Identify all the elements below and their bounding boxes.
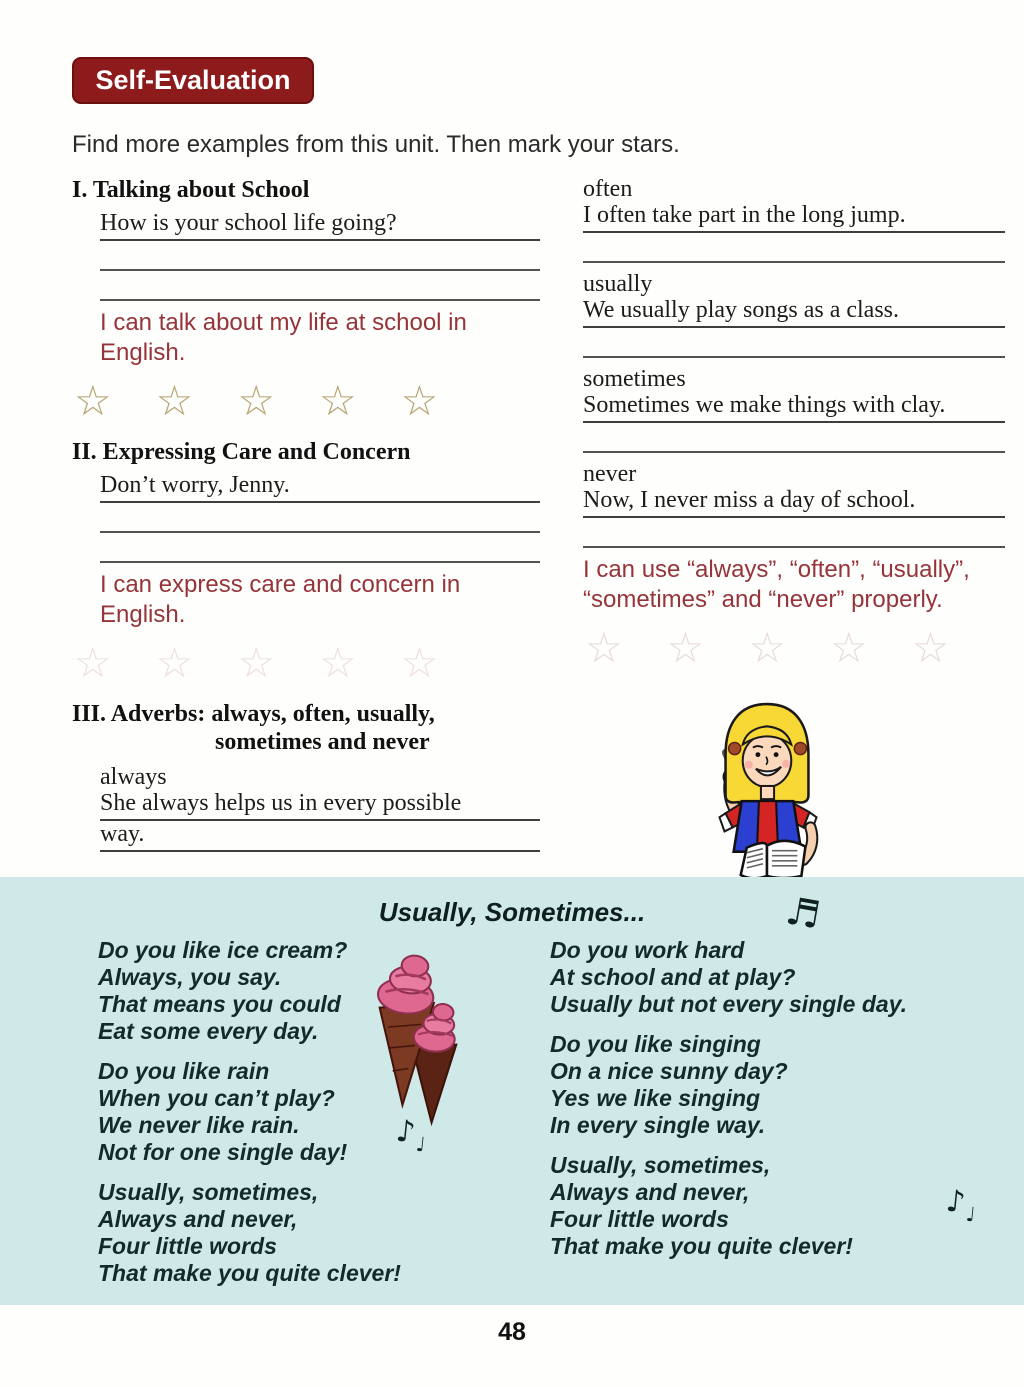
- song-stanza: [550, 1031, 940, 1139]
- star-icon[interactable]: ☆: [829, 623, 868, 672]
- adverb-label: never: [583, 461, 637, 487]
- write-line[interactable]: [100, 271, 540, 301]
- star-icon[interactable]: ☆: [318, 638, 357, 687]
- instruction-text: Find more examples from this unit. Then mark your stars.: [72, 131, 680, 158]
- music-note-icon: ♬: [782, 888, 824, 938]
- write-line[interactable]: [583, 328, 1005, 358]
- adverb-label: usually: [583, 271, 653, 297]
- stanza-line: Do you like ice cream?: [98, 937, 348, 963]
- stanza-line: When you can’t play?: [98, 1085, 335, 1111]
- stanza-line: That means you could: [98, 991, 341, 1017]
- song-stanza: [550, 1152, 940, 1260]
- can-do-statement: I can express care and concern in English.: [100, 571, 461, 628]
- student-illustration: [694, 698, 840, 885]
- write-line[interactable]: [100, 533, 540, 563]
- write-line[interactable]: [583, 233, 1005, 263]
- stanza-line: Not for one single day!: [98, 1139, 348, 1165]
- stanza-line: That make you quite clever!: [98, 1260, 401, 1286]
- example-sentence: way.: [100, 821, 540, 852]
- page-number: 48: [498, 1318, 526, 1346]
- stanza-line: Four little words: [550, 1206, 729, 1232]
- star-icon[interactable]: ☆: [585, 623, 623, 672]
- star-rating-row: [74, 640, 540, 686]
- star-icon[interactable]: ☆: [74, 638, 112, 687]
- star-icon[interactable]: ☆: [155, 376, 194, 425]
- section-three-heading-line2: sometimes and never: [215, 729, 430, 755]
- stanza-line: At school and at play?: [550, 964, 796, 990]
- stanza-line: That make you quite clever!: [550, 1233, 853, 1259]
- song-right-column: [550, 937, 940, 1273]
- stanza-line: In every single way.: [550, 1112, 766, 1138]
- write-line[interactable]: [583, 518, 1005, 548]
- section-two-heading: II. Expressing Care and Concern: [72, 439, 411, 465]
- song-stanza: [98, 1179, 428, 1287]
- music-note-icon: [944, 1183, 977, 1227]
- star-icon[interactable]: ☆: [237, 638, 275, 687]
- eighth-note-icon: ♪: [944, 1183, 967, 1221]
- song-stanza: [550, 937, 940, 1018]
- stanza-line: On a nice sunny day?: [550, 1058, 788, 1084]
- can-do-statement: I can talk about my life at school in English.: [100, 309, 467, 366]
- stanza-line: Do you work hard: [550, 937, 745, 963]
- badge-label: Self-Evaluation: [95, 65, 291, 95]
- star-rating-row: [74, 378, 540, 424]
- stanza-line: We never like rain.: [98, 1112, 300, 1138]
- star-icon[interactable]: ☆: [400, 376, 439, 425]
- example-sentence: Now, I never miss a day of school.: [583, 487, 1005, 518]
- stanza-line: Always, you say.: [98, 964, 282, 990]
- stanza-line: Always and never,: [98, 1206, 298, 1232]
- example-sentence: How is your school life going?: [100, 210, 540, 241]
- star-icon[interactable]: ☆: [318, 376, 357, 425]
- song-title: Usually, Sometimes...: [378, 897, 646, 927]
- stanza-line: Usually but not every single day.: [550, 991, 908, 1017]
- example-sentence: Don’t worry, Jenny.: [100, 472, 540, 503]
- write-line[interactable]: [100, 241, 540, 271]
- write-line[interactable]: [100, 503, 540, 533]
- stanza-line: Four little words: [98, 1233, 277, 1259]
- star-icon[interactable]: ☆: [748, 623, 786, 672]
- write-line[interactable]: [583, 423, 1005, 453]
- adverb-label: often: [583, 176, 633, 202]
- example-sentence: I often take part in the long jump.: [583, 202, 1005, 233]
- star-icon[interactable]: ☆: [237, 376, 275, 425]
- stanza-line: Eat some every day.: [98, 1018, 319, 1044]
- song-panel: [0, 877, 1024, 1305]
- can-do-statement: I can use “always”, “often”, “usually”, “sometimes” and “never” properly.: [583, 556, 970, 613]
- quarter-note-icon: ♩: [414, 1131, 427, 1157]
- stanza-line: Yes we like singing: [550, 1085, 761, 1111]
- adverb-label: sometimes: [583, 366, 686, 392]
- adverb-label: always: [100, 764, 167, 790]
- section-three-heading-line1: III. Adverbs: always, often, usually,: [72, 701, 435, 727]
- eighth-note-icon: ♪: [394, 1113, 417, 1151]
- quarter-note-icon: ♩: [964, 1201, 977, 1227]
- star-icon[interactable]: ☆: [666, 623, 705, 672]
- stanza-line: Usually, sometimes,: [550, 1152, 771, 1178]
- example-sentence: She always helps us in every possible: [100, 790, 540, 821]
- section-badge: [72, 57, 314, 104]
- section-one-heading: I. Talking about School: [72, 177, 310, 203]
- stanza-line: Do you like rain: [98, 1058, 270, 1084]
- star-icon[interactable]: ☆: [155, 638, 194, 687]
- star-icon[interactable]: ☆: [911, 623, 950, 672]
- example-sentence: Sometimes we make things with clay.: [583, 392, 1005, 423]
- star-icon[interactable]: ☆: [400, 638, 439, 687]
- example-sentence: We usually play songs as a class.: [583, 297, 1005, 328]
- music-note-icon: [394, 1113, 427, 1157]
- right-column: [583, 176, 1005, 671]
- star-rating-row: [585, 625, 1005, 671]
- star-icon[interactable]: ☆: [74, 376, 112, 425]
- stanza-line: Usually, sometimes,: [98, 1179, 319, 1205]
- stanza-line: Always and never,: [550, 1179, 750, 1205]
- stanza-line: Do you like singing: [550, 1031, 761, 1057]
- left-column: [72, 176, 540, 882]
